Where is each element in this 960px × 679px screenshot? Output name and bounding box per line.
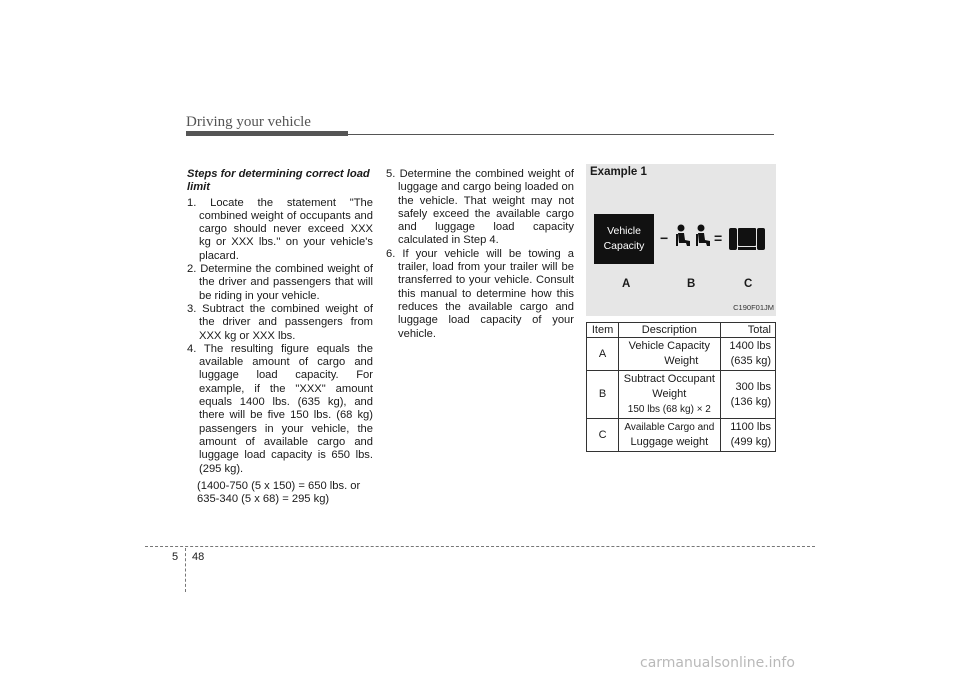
step-2: 2. Determine the combined weight of the driver and passengers that will be riding in your vehicle. <box>187 263 373 302</box>
row-total <box>720 371 776 419</box>
header-rule-thin <box>348 134 774 135</box>
person-seated-icon <box>692 224 712 250</box>
total-line: 1100 lbs <box>730 421 771 433</box>
footer-rule <box>145 546 815 547</box>
figure-code: C190F01JM <box>733 303 774 312</box>
label-b: B <box>687 278 696 290</box>
header-total: Total <box>720 323 776 338</box>
load-table <box>586 322 776 452</box>
header-item: Item <box>587 323 619 338</box>
step-1: 1. Locate the statement "The combined weight of occupants and cargo should never exceed XXX kg or XXX lbs.'' on your vehicle's placard. <box>187 196 373 262</box>
row-item: C <box>587 419 619 452</box>
desc-line: Subtract Occupant <box>623 373 715 385</box>
table-header-row <box>587 323 776 338</box>
row-total <box>720 419 776 452</box>
page-number: 48 <box>192 551 205 563</box>
step-3: 3. Subtract the combined weight of the driver and passengers from XXX kg or XXX lbs. <box>187 302 373 342</box>
desc-line: Luggage weight <box>630 436 709 448</box>
label-a: A <box>622 278 631 290</box>
capacity-line-1: Vehicle <box>607 225 641 237</box>
table-row <box>587 371 776 419</box>
formula-line-2: 635-340 (5 x 68) = 295 kg) <box>197 493 330 506</box>
minus-sign: − <box>660 230 669 246</box>
desc-line: Weight <box>664 355 699 367</box>
cargo-seat-icon <box>728 226 766 252</box>
right-column <box>386 168 574 341</box>
section-number: 5 <box>172 551 179 563</box>
row-description <box>619 338 720 371</box>
step-6: 6. If your vehicle will be towing a trailer, load from your trailer will be transferred to your vehicle. Consult this manual to determine how this reduces the available cargo and luggage load capacity of your vehicle. <box>386 247 574 340</box>
left-column <box>187 168 373 506</box>
desc-line: Available Cargo and <box>624 422 715 433</box>
person-seated-icon <box>672 224 692 250</box>
vehicle-capacity-box <box>594 214 654 264</box>
header-rule-thick <box>186 131 348 136</box>
total-line: (635 kg) <box>730 355 771 367</box>
row-description <box>619 371 720 419</box>
desc-line: Weight <box>652 388 687 400</box>
table-row <box>587 419 776 452</box>
total-line: (136 kg) <box>730 395 771 408</box>
row-item: A <box>587 338 619 371</box>
example-title: Example 1 <box>590 166 647 178</box>
total-line: (499 kg) <box>730 436 771 448</box>
header-title: Driving your vehicle <box>186 114 311 130</box>
watermark: carmanualsonline.info <box>640 655 795 671</box>
formula-line-1: (1400-750 (5 x 150) = 650 lbs. or <box>197 479 361 492</box>
desc-line: 150 lbs (68 kg) × 2 <box>627 404 711 415</box>
desc-line: Vehicle Capacity <box>628 340 710 352</box>
table-row <box>587 338 776 371</box>
equals-sign: = <box>714 230 723 246</box>
row-description <box>619 419 720 452</box>
footer-divider <box>185 548 186 592</box>
capacity-line-2: Capacity <box>603 240 645 252</box>
total-line: 1400 lbs <box>729 340 771 352</box>
header-description: Description <box>619 323 720 338</box>
total-line: 300 lbs <box>735 380 771 393</box>
step-4: 4. The resulting figure equals the available amount of cargo and luggage load capacity. For example, if the "XXX" amount equals 1400 lbs. (635 kg), and there will be five 150 lbs. (68 kg) passengers in your vehicle, the amount of available cargo and luggage load capacity is 650 lbs. (295 kg). <box>187 342 373 475</box>
label-c: C <box>744 278 753 290</box>
step-5: 5. Determine the combined weight of luggage and cargo being loaded on the vehicle. That weight may not safely exceed the available cargo and luggage load capacity calculated in Step 4. <box>386 168 574 247</box>
row-item: B <box>587 371 619 419</box>
subheading: Steps for determining correct load limit <box>187 168 370 194</box>
example-diagram <box>586 164 776 316</box>
row-total <box>720 338 776 371</box>
